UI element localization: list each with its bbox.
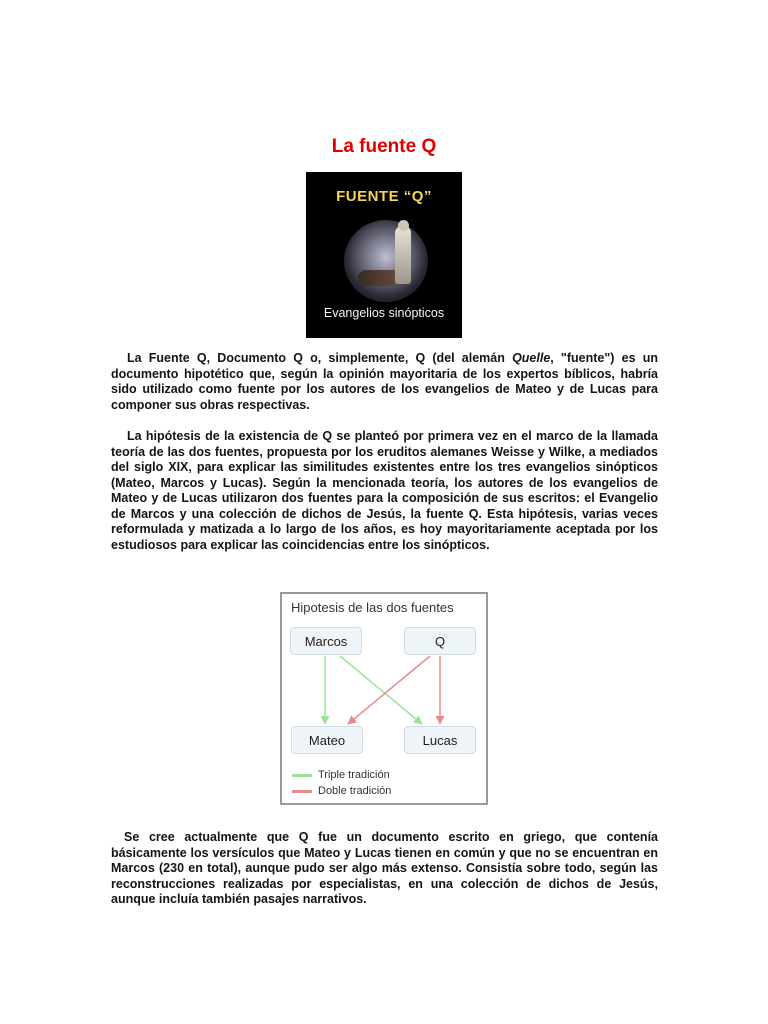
legend-doble-label: Doble tradición (318, 785, 392, 797)
paragraph-1-start: La Fuente Q, Documento Q o, simplemente, Q (del alemán (127, 351, 513, 365)
paragraph-1-italic: Quelle (512, 351, 551, 365)
paragraph-1-end: , "fuente") es un documento hipotético que, según la opinión mayoritaria de los expertos bíblicos, habría sido utilizado como fuente por los autores de los evangelios de Mateo y de Lucas para componer sus obras respectivas. (111, 351, 658, 412)
cover-title: FUENTE “Q” (336, 188, 432, 205)
node-marcos: Marcos (290, 627, 362, 655)
paragraph-1 (111, 351, 658, 413)
arrow-marcos-lucas (340, 656, 422, 724)
page-title: La fuente Q (331, 136, 437, 157)
node-lucas: Lucas (404, 726, 476, 754)
legend-triple-swatch (292, 774, 312, 777)
arrow-q-mateo (348, 656, 430, 724)
cover-image (306, 172, 462, 338)
cover-subtitle: Evangelios sinópticos (323, 306, 445, 320)
cover-standing-figure (395, 226, 411, 284)
two-source-diagram (280, 592, 488, 805)
paragraph-3: Se cree actualmente que Q fue un documento escrito en griego, que contenía básicamente los versículos que Mateo y Lucas tienen en común y que no se encuentran en Marcos (230 en total), aunque pudo ser algo más extenso. Consistía sobre todo, según las reconstrucciones realizadas por especialistas, en una colección de dichos de Jesús, aunque incluía también pasajes narrativos. (111, 830, 658, 906)
paragraph-2: La hipótesis de la existencia de Q se planteó por primera vez en el marco de la llamada teoría de las dos fuentes, propuesta por los eruditos alemanes Weisse y Wilke, a mediados del siglo XIX, para explicar las similitudes existentes entre los tres evangelios sinópticos (Mateo, Marcos y Lucas). Según la mencionada teoría, los autores de los evangelios de Mateo y de Lucas utilizaron dos fuentes para la composición de sus escritos: el Evangelio de Marcos y una colección de dichos de Jesús, la fuente Q. Esta hipótesis, varias veces reformulada y matizada a lo largo de los años, es hoy mayoritariamente aceptada por los estudiosos para explicar las coincidencias entre los sinópticos. (111, 429, 658, 552)
diagram-title: Hipotesis de las dos fuentes (291, 600, 454, 615)
node-mateo: Mateo (291, 726, 363, 754)
node-q: Q (404, 627, 476, 655)
legend-triple (292, 769, 390, 781)
cover-figure-head (398, 220, 409, 231)
legend-triple-label: Triple tradición (318, 769, 390, 781)
legend-doble-swatch (292, 790, 312, 793)
legend-doble (292, 785, 391, 797)
cover-glow (344, 220, 428, 302)
